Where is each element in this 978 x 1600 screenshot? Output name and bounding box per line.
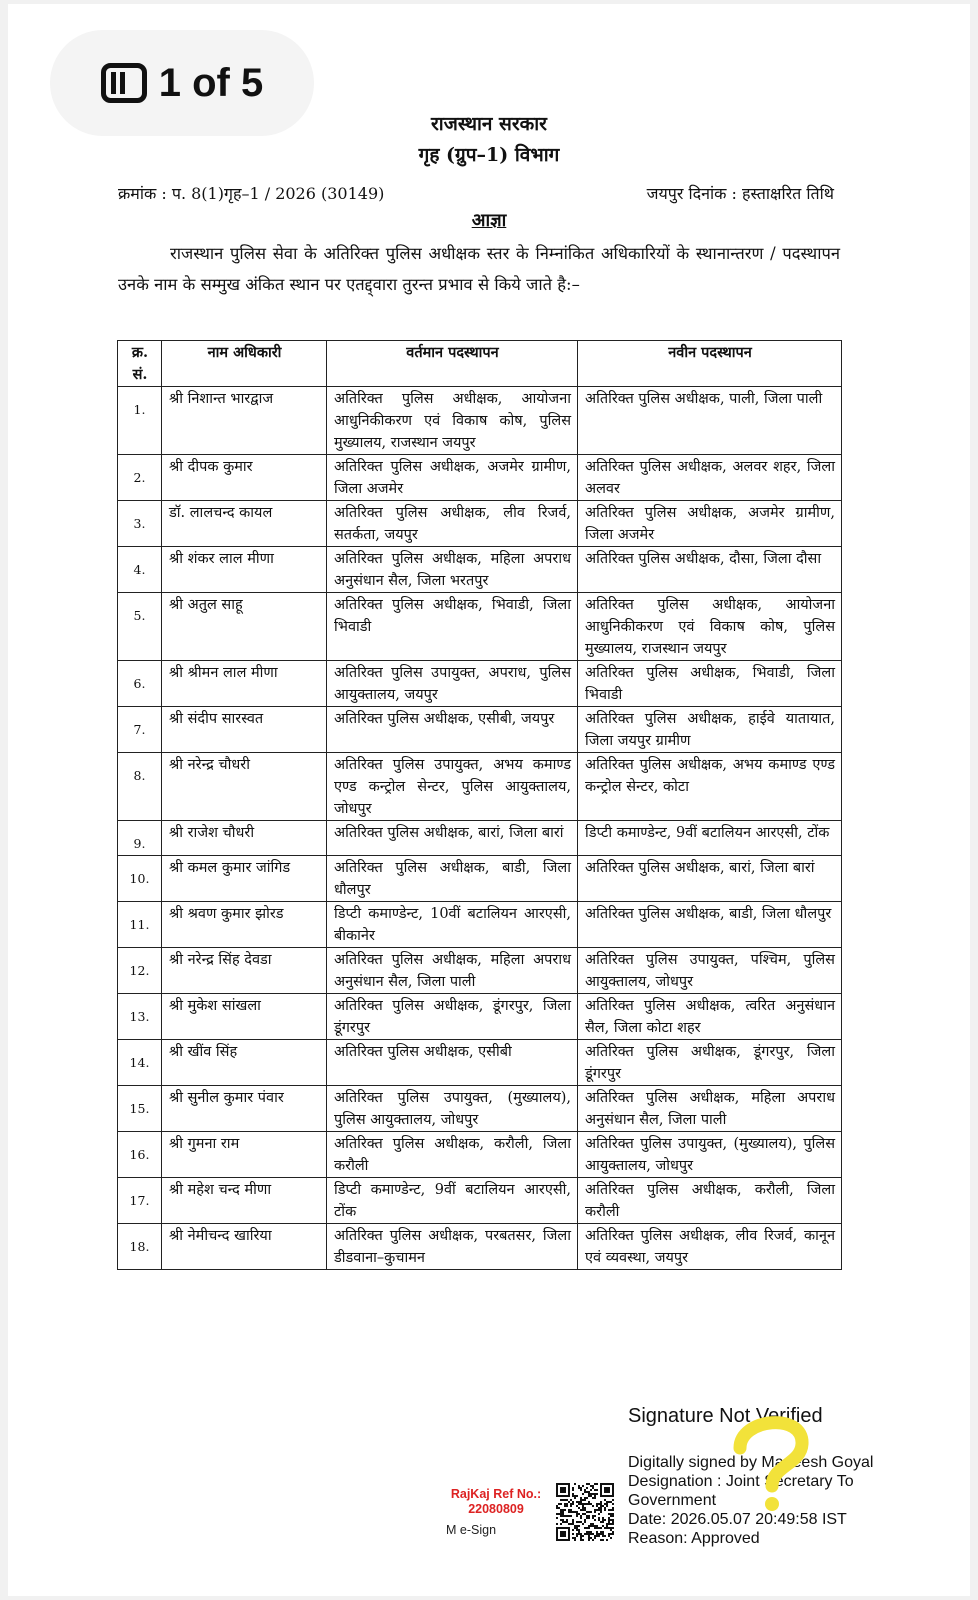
table-row (118, 387, 842, 455)
department-heading: गृह (ग्रुप–1) विभाग (418, 144, 560, 166)
rajkaj-label: RajKaj Ref No.: (450, 1487, 542, 1501)
serial-cell: 4. (118, 547, 162, 593)
intro-paragraph: राजस्थान पुलिस सेवा के अतिरिक्त पुलिस अधीक्षक स्तर के निम्नांकित अधिकारियों के स्थानान्तरण / पदस्थापन उनके नाम के सम्मुख अंकित स्थान पर एतद्द्वारा तुरन्त प्रभाव से किये जाते है:– (118, 244, 840, 294)
officer-name-cell: श्री महेश चन्द मीणा (162, 1178, 327, 1224)
serial-cell: 2. (118, 455, 162, 501)
current-posting-cell: अतिरिक्त पुलिस अधीक्षक, एसीबी, जयपुर (327, 707, 578, 753)
new-posting-cell: अतिरिक्त पुलिस अधीक्षक, अभय कमाण्ड एण्ड कन्ट्रोल सेन्टर, कोटा (578, 753, 842, 821)
signature-reason: Reason: Approved (628, 1530, 760, 1547)
new-posting-cell: अतिरिक्त पुलिस अधीक्षक, पाली, जिला पाली (578, 387, 842, 455)
rajkaj-number: 22080809 (468, 1502, 524, 1516)
officer-name-cell: श्री गुमना राम (162, 1132, 327, 1178)
new-posting-cell: अतिरिक्त पुलिस अधीक्षक, बारां, जिला बारां (578, 856, 842, 902)
page-indicator-label: 1 of 5 (158, 60, 264, 105)
current-posting-cell: डिप्टी कमाण्डेन्ट, 9वीं बटालियन आरएसी, टोंक (327, 1178, 578, 1224)
new-posting-cell: अतिरिक्त पुलिस अधीक्षक, दौसा, जिला दौसा (578, 547, 842, 593)
table-row (118, 547, 842, 593)
current-posting-cell: अतिरिक्त पुलिस उपायुक्त, अपराध, पुलिस आयुक्तालय, जयपुर (327, 661, 578, 707)
officer-name-cell: श्री दीपक कुमार (162, 455, 327, 501)
officer-name-cell: श्री खींव सिंह (162, 1040, 327, 1086)
current-posting-cell: अतिरिक्त पुलिस अधीक्षक, महिला अपराध अनुसंधान सैल, जिला भरतपुर (327, 547, 578, 593)
designation-line-2: Government (628, 1492, 717, 1509)
government-heading: राजस्थान सरकार (431, 113, 547, 135)
new-posting-cell: अतिरिक्त पुलिस अधीक्षक, करौली, जिला करौली (578, 1178, 842, 1224)
new-posting-cell: अतिरिक्त पुलिस अधीक्षक, बाडी, जिला धौलपुर (578, 902, 842, 948)
officer-name-cell: डॉ. लालचन्द कायल (162, 501, 327, 547)
officer-name-cell: श्री अतुल साहू (162, 593, 327, 661)
new-posting-cell: अतिरिक्त पुलिस अधीक्षक, त्वरित अनुसंधान सैल, जिला कोटा शहर (578, 994, 842, 1040)
officer-name-cell: श्री नेमीचन्द खारिया (162, 1224, 327, 1270)
table-row (118, 1086, 842, 1132)
unverified-question-mark-icon (724, 1408, 820, 1512)
new-posting-cell: अतिरिक्त पुलिस अधीक्षक, आयोजना आधुनिकीकरण एवं विकाष कोष, पुलिस मुख्यालय, राजस्थान जयपुर (578, 593, 842, 661)
question-mark-hook (740, 1423, 802, 1486)
officer-name-cell: श्री श्रीमन लाल मीणा (162, 661, 327, 707)
current-posting-cell: अतिरिक्त पुलिस अधीक्षक, बारां, जिला बारां (327, 821, 578, 856)
table-row (118, 821, 842, 856)
serial-cell: 14. (118, 1040, 162, 1086)
qr-code-icon (556, 1483, 614, 1541)
signature-status: Signature Not Verified (628, 1405, 823, 1427)
table-row (118, 856, 842, 902)
rajkaj-reference (438, 1487, 554, 1517)
table-row (118, 1178, 842, 1224)
serial-cell: 11. (118, 902, 162, 948)
serial-cell: 18. (118, 1224, 162, 1270)
table-header-row (118, 341, 842, 387)
reference-number: क्रमांक : प. 8(1)गृह–1 / 2026 (30149) (118, 184, 385, 203)
current-posting-cell: अतिरिक्त पुलिस अधीक्षक, अजमेर ग्रामीण, जिला अजमेर (327, 455, 578, 501)
header-serial: क्र. सं. (118, 341, 162, 387)
current-posting-cell: अतिरिक्त पुलिस अधीक्षक, आयोजना आधुनिकीकरण एवं विकाष कोष, पुलिस मुख्यालय, राजस्थान जयपुर (327, 387, 578, 455)
current-posting-cell: अतिरिक्त पुलिस अधीक्षक, लीव रिजर्व, सतर्कता, जयपुर (327, 501, 578, 547)
new-posting-cell: डिप्टी कमाण्डेन्ट, 9वीं बटालियन आरएसी, टोंक (578, 821, 842, 856)
place-date: जयपुर दिनांक : हस्ताक्षरित तिथि (646, 184, 834, 203)
header-officer-name: नाम अधिकारी (162, 341, 327, 387)
officer-name-cell: श्री संदीप सारस्वत (162, 707, 327, 753)
serial-cell: 7. (118, 707, 162, 753)
new-posting-cell: अतिरिक्त पुलिस अधीक्षक, अलवर शहर, जिला अलवर (578, 455, 842, 501)
serial-cell: 3. (118, 501, 162, 547)
serial-cell: 10. (118, 856, 162, 902)
serial-cell: 12. (118, 948, 162, 994)
officer-name-cell: श्री मुकेश सांखला (162, 994, 327, 1040)
signed-by: Digitally signed by Maneesh Goyal (628, 1454, 874, 1471)
current-posting-cell: अतिरिक्त पुलिस अधीक्षक, एसीबी (327, 1040, 578, 1086)
table-row (118, 593, 842, 661)
table-row (118, 1224, 842, 1270)
officer-name-cell: श्री शंकर लाल मीणा (162, 547, 327, 593)
current-posting-cell: अतिरिक्त पुलिस अधीक्षक, बाडी, जिला धौलपुर (327, 856, 578, 902)
new-posting-cell: अतिरिक्त पुलिस उपायुक्त, (मुख्यालय), पुलिस आयुक्तालय, जोधपुर (578, 1132, 842, 1178)
officer-name-cell: श्री सुनील कुमार पंवार (162, 1086, 327, 1132)
order-title: आज्ञा (471, 210, 507, 231)
officer-name-cell: श्री राजेश चौधरी (162, 821, 327, 856)
current-posting-cell: अतिरिक्त पुलिस उपायुक्त, (मुख्यालय), पुलिस आयुक्तालय, जोधपुर (327, 1086, 578, 1132)
officer-name-cell: श्री नरेन्द्र चौधरी (162, 753, 327, 821)
table-row (118, 707, 842, 753)
signature-date: Date: 2026.05.07 20:49:58 IST (628, 1511, 847, 1528)
header-new-posting: नवीन पदस्थापन (578, 341, 842, 387)
officer-name-cell: श्री कमल कुमार जांगिड (162, 856, 327, 902)
serial-cell: 13. (118, 994, 162, 1040)
new-posting-cell: अतिरिक्त पुलिस अधीक्षक, हाईवे यातायात, जिला जयपुर ग्रामीण (578, 707, 842, 753)
question-mark-dot (765, 1497, 779, 1511)
officer-name-cell: श्री श्रवण कुमार झोरड (162, 902, 327, 948)
current-posting-cell: अतिरिक्त पुलिस अधीक्षक, करौली, जिला करौली (327, 1132, 578, 1178)
serial-cell: 1. (118, 387, 162, 455)
current-posting-cell: अतिरिक्त पुलिस अधीक्षक, परबतसर, जिला डीडवाना–कुचामन (327, 1224, 578, 1270)
table-row (118, 753, 842, 821)
esign-label: M e-Sign (446, 1523, 497, 1537)
table-row (118, 501, 842, 547)
new-posting-cell: अतिरिक्त पुलिस अधीक्षक, डूंगरपुर, जिला डूंगरपुर (578, 1040, 842, 1086)
serial-cell: 9. (118, 821, 162, 856)
new-posting-cell: अतिरिक्त पुलिस उपायुक्त, पश्चिम, पुलिस आयुक्तालय, जोधपुर (578, 948, 842, 994)
new-posting-cell: अतिरिक्त पुलिस अधीक्षक, लीव रिजर्व, कानून एवं व्यवस्था, जयपुर (578, 1224, 842, 1270)
table-row (118, 948, 842, 994)
table-body (118, 387, 842, 1270)
table-row (118, 1040, 842, 1086)
current-posting-cell: डिप्टी कमाण्डेन्ट, 10वीं बटालियन आरएसी, बीकानेर (327, 902, 578, 948)
table-row (118, 661, 842, 707)
officer-name-cell: श्री निशान्त भारद्वाज (162, 387, 327, 455)
table-row (118, 902, 842, 948)
officer-name-cell: श्री नरेन्द्र सिंह देवडा (162, 948, 327, 994)
new-posting-cell: अतिरिक्त पुलिस अधीक्षक, अजमेर ग्रामीण, जिला अजमेर (578, 501, 842, 547)
serial-cell: 17. (118, 1178, 162, 1224)
current-posting-cell: अतिरिक्त पुलिस अधीक्षक, महिला अपराध अनुसंधान सैल, जिला पाली (327, 948, 578, 994)
serial-cell: 6. (118, 661, 162, 707)
serial-cell: 16. (118, 1132, 162, 1178)
current-posting-cell: अतिरिक्त पुलिस अधीक्षक, डूंगरपुर, जिला डूंगरपुर (327, 994, 578, 1040)
designation-line-1: Designation : Joint Secretary To (628, 1473, 854, 1490)
document-pages-icon (101, 63, 147, 103)
table-row (118, 1132, 842, 1178)
table-row (118, 455, 842, 501)
new-posting-cell: अतिरिक्त पुलिस अधीक्षक, महिला अपराध अनुसंधान सैल, जिला पाली (578, 1086, 842, 1132)
serial-cell: 15. (118, 1086, 162, 1132)
serial-cell: 8. (118, 753, 162, 821)
new-posting-cell: अतिरिक्त पुलिस अधीक्षक, भिवाडी, जिला भिवाडी (578, 661, 842, 707)
header-current-posting: वर्तमान पदस्थापन (327, 341, 578, 387)
table-row (118, 994, 842, 1040)
current-posting-cell: अतिरिक्त पुलिस उपायुक्त, अभय कमाण्ड एण्ड कन्ट्रोल सेन्टर, पुलिस आयुक्तालय, जोधपुर (327, 753, 578, 821)
transfer-table (117, 340, 842, 1270)
serial-cell: 5. (118, 593, 162, 661)
current-posting-cell: अतिरिक्त पुलिस अधीक्षक, भिवाडी, जिला भिवाडी (327, 593, 578, 661)
